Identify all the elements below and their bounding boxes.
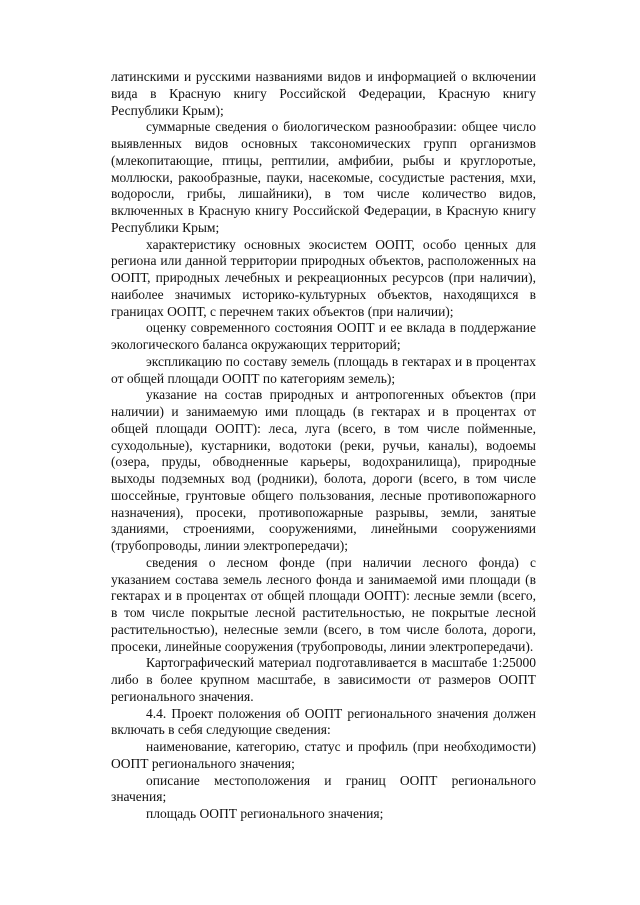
paragraph-3: характеристику основных экосистем ООПТ, особо ценных для региона или данной территории природных объектов, расположенных на ООПТ, природных лечебных и рекреационных ресурсов (при наличии), наиболее значимых историко-культурных объектов, находящихся в границах ООПТ, с перечнем таких объектов (при наличии);	[111, 236, 536, 319]
paragraph-6: указание на состав природных и антропогенных объектов (при наличии) и занимаемую ими площадь (в гектарах и в процентах от общей площади ООПТ): леса, луга (всего, в том числе пойменные, суходольные), кустарники, водотоки (реки, ручьи, каналы), водоемы (озера, пруды, обводненные карьеры, водохранилища), природные выходы подземных вод (родники), болота, дороги (всего, в том числе шоссейные, грунтовые общего пользования, лесные противопожарного назначения), просеки, противопожарные разрывы, земли, занятые зданиями, строениями, сооружениями, линейными сооружениями (трубопроводы, линии электропередачи);	[111, 387, 536, 553]
paragraph-11: описание местоположения и границ ООПТ регионального значения;	[111, 772, 536, 805]
paragraph-8: Картографический материал подготавливается в масштабе 1:25000 либо в более крупном масштабе, в зависимости от размеров ООПТ регионального значения.	[111, 655, 536, 704]
document-body	[111, 69, 536, 823]
paragraph-12: площадь ООПТ регионального значения;	[146, 806, 384, 821]
paragraph-4: оценку современного состояния ООПТ и ее вклада в поддержание экологического баланса окружающих территорий;	[111, 320, 536, 352]
paragraph-5: экспликацию по составу земель (площадь в гектарах и в процентах от общей площади ООПТ по категориям земель);	[111, 353, 536, 386]
paragraph-2: суммарные сведения о биологическом разнообразии: общее число выявленных видов основных таксономических групп организмов (млекопитающие, птицы, рептилии, амфибии, рыбы и круглоротые, моллюски, ракообразные, пауки, насекомые, сосудистые растения, мхи, водоросли, грибы, лишайники), в том числе количество видов, включенных в Красную книгу Российской Федерации, в Красную книгу Республики Крым;	[111, 119, 536, 235]
paragraph-7: сведения о лесном фонде (при наличии лесного фонда) с указанием состава земель лесного фонда и занимаемой ими площади (в гектарах и в процентах от общей площади ООПТ): лесные земли (всего, в том числе покрытые лесной растительностью, не покрытые лесной растительностью), нелесные земли (всего, в том числе болота, дороги, просеки, линейные сооружения (трубопроводы, линии электропередачи).	[111, 554, 536, 654]
paragraph-9: 4.4. Проект положения об ООПТ регионального значения должен включать в себя следующие сведения:	[111, 705, 536, 738]
paragraph-10: наименование, категорию, статус и профиль (при необходимости) ООПТ регионального значения;	[111, 739, 536, 771]
paragraph-1: латинскими и русскими названиями видов и информацией о включении вида в Красную книгу Российской Федерации, Красную книгу Республики Крым);	[111, 69, 536, 118]
